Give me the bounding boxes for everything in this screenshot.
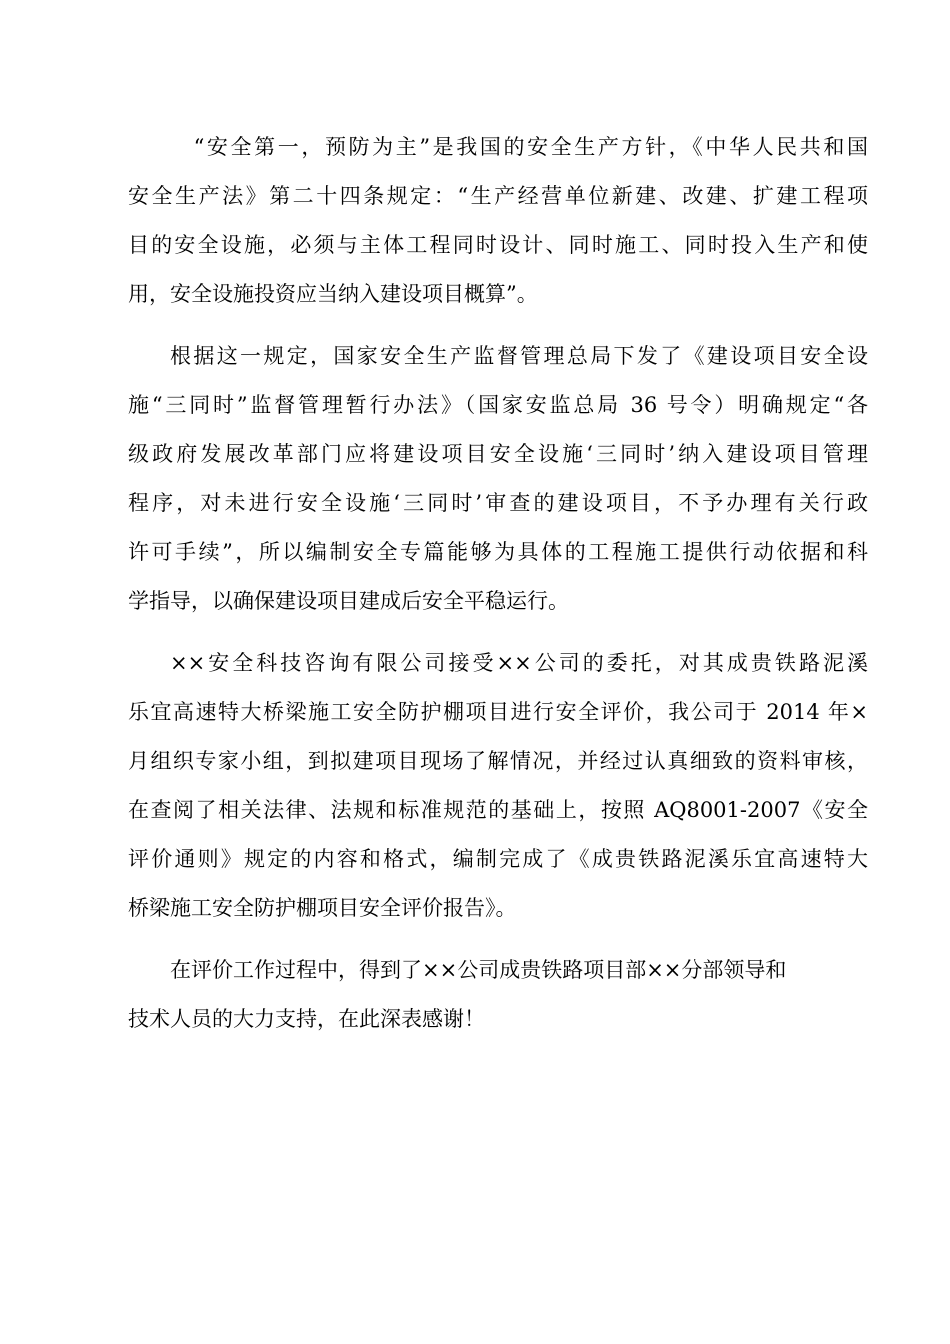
text-line: 安全生产法》第二十四条规定：“生产经营单位新建、改建、扩建工程项 [128,184,868,208]
paragraph-acknowledgement [128,946,868,1044]
text-line: 根据这一规定，国家安全生产监督管理总局下发了《建设项目安全设 [170,344,868,368]
text-line: 目的安全设施，必须与主体工程同时设计、同时施工、同时投入生产和使 [128,233,868,257]
text-line: 桥梁施工安全防护棚项目安全评价报告》。 [128,896,517,920]
document-body [128,123,868,1057]
text-line: 评价通则》规定的内容和格式，编制完成了《成贵铁路泥溪乐宜高速特大 [128,847,868,871]
text-line: 在查阅了相关法律、法规和标准规范的基础上，按照 AQ8001-2007《安全 [128,798,868,822]
text-line: 在评价工作过程中，得到了××公司成贵铁路项目部××分部领导和 [170,958,787,982]
text-line: 程序，对未进行安全设施‘三同时’审查的建设项目，不予办理有关行政 [128,491,868,515]
text-line: 月组织专家小组，到拟建项目现场了解情况，并经过认真细致的资料审核， [128,749,868,773]
text-line: 许可手续”，所以编制安全专篇能够为具体的工程施工提供行动依据和科 [128,540,868,564]
paragraph-safety-policy [128,123,868,319]
text-line: ××安全科技咨询有限公司接受××公司的委托，对其成贵铁路泥溪 [170,651,868,675]
text-line: 学指导，以确保建设项目建成后安全平稳运行。 [128,589,569,613]
text-line: 施“三同时”监督管理暂行办法》（国家安监总局 36 号令）明确规定“各 [128,393,868,417]
text-line: 乐宜高速特大桥梁施工安全防护棚项目进行安全评价，我公司于 2014 年× [128,700,868,724]
paragraph-evaluation [128,639,868,933]
text-line: 级政府发展改革部门应将建设项目安全设施‘三同时’纳入建设项目管理 [128,442,868,466]
text-line: 用，安全设施投资应当纳入建设项目概算”。 [128,282,538,306]
paragraph-regulation [128,332,868,626]
text-line: “安全第一，预防为主”是我国的安全生产方针，《中华人民共和国 [170,135,868,159]
text-line: 技术人员的大力支持，在此深表感谢！ [128,1007,485,1031]
